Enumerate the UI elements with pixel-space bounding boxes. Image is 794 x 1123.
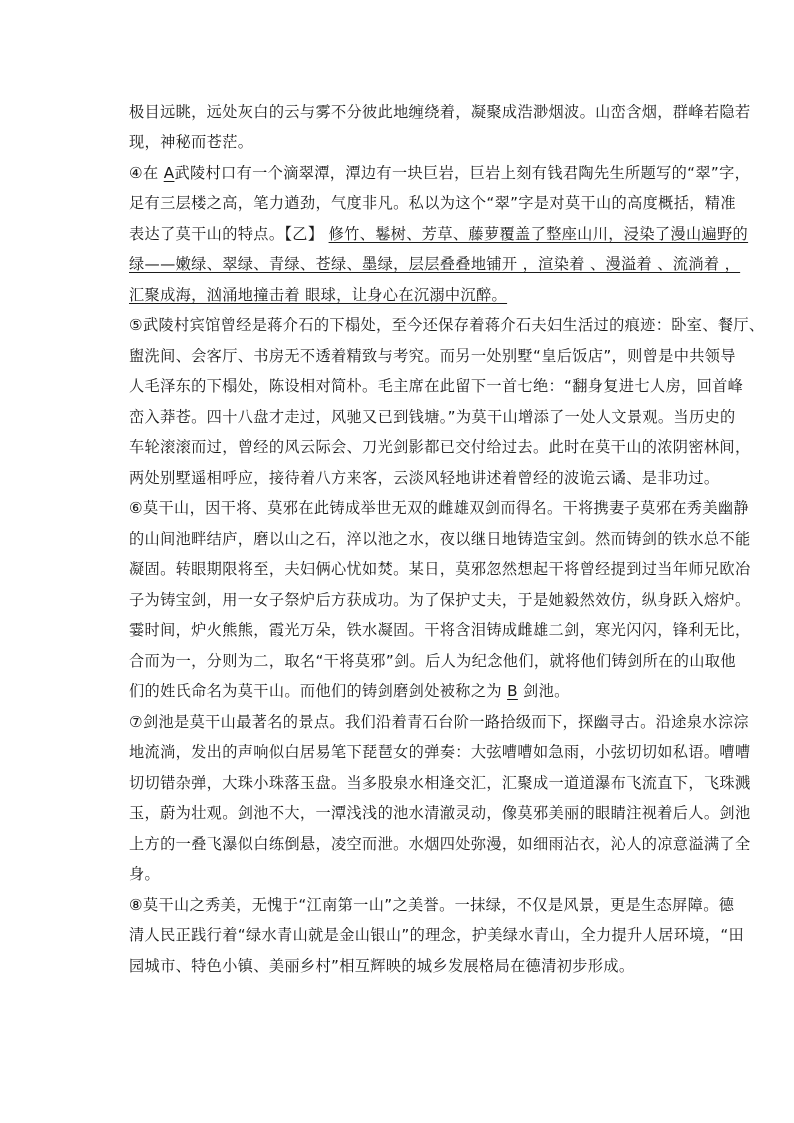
text-segment: 车轮滚滚而过，曾经的风云际会、刀光剑影都已交付给过去。此时在莫干山的浓阴密林间， <box>129 438 751 456</box>
text-segment: 两处别墅遥相呼应，接待着八方来客，云淡风轻地讲述着曾经的波诡云谲、是非功过。 <box>129 469 720 487</box>
text-line <box>129 436 751 458</box>
text-segment: 武陵村口有一个滴翠潭，潭边有一块巨岩，巨岩上刻有钱君陶先生所题写的“翠”字， <box>174 164 751 182</box>
text-line <box>129 192 736 214</box>
text-segment: 玉，蔚为壮观。剑池不大，一潭浅浅的池水清澈灵动，像莫邪美丽的眼睛注视着后人。剑池 <box>129 804 751 822</box>
text-line <box>129 955 634 977</box>
text-line <box>129 558 751 580</box>
text-line <box>129 772 751 794</box>
text-line <box>129 345 736 367</box>
text-line <box>129 314 764 336</box>
text-segment: 人毛泽东的下榻处，陈设相对简朴。毛主席在此留下一首七绝：“翻身复进七人房，回首峰 <box>129 377 744 395</box>
text-segment: 子为铸宝剑，用一女子祭炉后方获成功。为了保护丈夫，于是她毅然效仿，纵身跃入熔炉。 <box>129 591 751 609</box>
text-segment: 的山间池畔结庐，磨以山之石，淬以池之水，夜以继日地铸造宝剑。然而铸剑的铁水总不能 <box>129 530 751 548</box>
text-line <box>129 894 734 916</box>
text-line <box>129 528 751 550</box>
text-segment: ⑧莫干山之秀美，无愧于“江南第一山”之美誉。一抹绿，不仅是风景，更是生态屏障。德 <box>129 896 735 914</box>
text-segment: ④在 <box>129 164 164 182</box>
text-line <box>129 802 751 824</box>
text-line <box>129 863 160 885</box>
text-segment: 上方的一叠飞瀑似白练倒悬，凌空而泄。水烟四处弥漫，如细雨沾衣，沁人的凉意溢满了全 <box>129 835 751 853</box>
underlined-text: B <box>507 682 518 700</box>
text-line <box>129 711 749 733</box>
text-segment: 剑池。 <box>517 682 570 700</box>
text-line <box>129 101 751 123</box>
text-segment: 表达了莫干山的特点。【乙】 <box>129 225 329 243</box>
text-segment: 切切错杂弹，大珠小珠落玉盘。当多股泉水相逢交汇，汇聚成一道道瀑布飞流直下，飞珠溅 <box>129 774 751 792</box>
text-line <box>129 619 751 641</box>
text-segment: 园城市、特色小镇、美丽乡村”相互辉映的城乡发展格局在德清初步形成。 <box>129 957 635 975</box>
underlined-text: A <box>163 164 175 182</box>
text-line <box>129 650 736 672</box>
text-line <box>129 131 253 153</box>
text-line <box>129 741 751 763</box>
text-segment: 身。 <box>129 865 161 883</box>
text-line <box>129 924 744 946</box>
text-segment: 凝固。转眼期限将至，夫妇俩心忧如焚。某日，莫邪忽然想起干将曾经提到过当年师兄欧冶 <box>129 560 751 578</box>
text-segment: ⑥莫干山，因干将、莫邪在此铸成举世无双的雌雄双剑而得名。干将携妻子莫邪在秀美幽静 <box>129 499 749 517</box>
text-segment: ⑦剑池是莫干山最著名的景点。我们沿着青石台阶一路拾级而下，探幽寻古。沿途泉水淙淙 <box>129 713 749 731</box>
underlined-text: 绿——嫩绿、翠绿、青绿、苍绿、墨绿，层层叠叠地铺开 ，渲染着 、漫溢着 、流淌着 ， <box>129 255 741 273</box>
text-segment: 地流淌，发出的声响似白居易笔下琵琶女的弹奏：大弦嘈嘈如急雨，小弦切切如私语。嘈嘈 <box>129 743 751 761</box>
underlined-text: 修竹、鬈树、芳草、藤萝覆盖了整座山川，浸染了漫山遍野的 <box>328 225 749 243</box>
text-segment: 清人民正践行着“绿水青山就是金山银山”的理念，护美绿水青山，全力提升人居环境，“田 <box>129 926 745 944</box>
text-line <box>129 253 740 275</box>
text-line <box>129 680 570 702</box>
text-line <box>129 589 751 611</box>
text-segment: 极目远眺，远处灰白的云与雾不分彼此地缠绕着，凝聚成浩渺烟波。山峦含烟，群峰若隐若 <box>129 103 751 121</box>
text-line <box>129 284 507 306</box>
text-line <box>129 406 736 428</box>
text-segment: 足有三层楼之高，笔力遒劲，气度非凡。私以为这个“翠”字是对莫干山的高度概括，精准 <box>129 194 736 212</box>
text-line <box>129 375 743 397</box>
text-segment: 峦入莽苍。四十八盘才走过，风驰又已到钱塘。”为莫干山增添了一处人文景观。当历史的 <box>129 408 736 426</box>
text-segment: 霎时间，炉火熊熊，霞光万朵，铁水凝固。干将含泪铸成雌雄二剑，寒光闪闪，锋利无比， <box>129 621 751 639</box>
underlined-text: 汇聚成海，汹涌地撞击着 眼球，让身心在沉溺中沉醉。 <box>129 286 508 304</box>
text-segment: 盥洗间、会客厅、书房无不透着精致与考究。而另一处别墅“皇后饭店”，则曾是中共领导 <box>129 347 736 365</box>
text-segment: 合而为一，分则为二，取名“干将莫邪”剑。后人为纪念他们，就将他们铸剑所在的山取他 <box>129 652 736 670</box>
text-line <box>129 467 719 489</box>
text-segment: ⑤武陵村宾馆曾经是蒋介石的下榻处，至今还保存着蒋介石夫妇生活过的痕迹：卧室、餐厅、 <box>129 316 765 334</box>
text-line <box>129 497 749 519</box>
text-line <box>129 162 750 184</box>
text-segment: 现，神秘而苍茫。 <box>129 133 254 151</box>
text-line <box>129 833 751 855</box>
text-segment: 们的姓氏命名为莫干山。而他们的铸剑磨剑处被称之为 <box>129 682 508 700</box>
text-line <box>129 223 748 245</box>
